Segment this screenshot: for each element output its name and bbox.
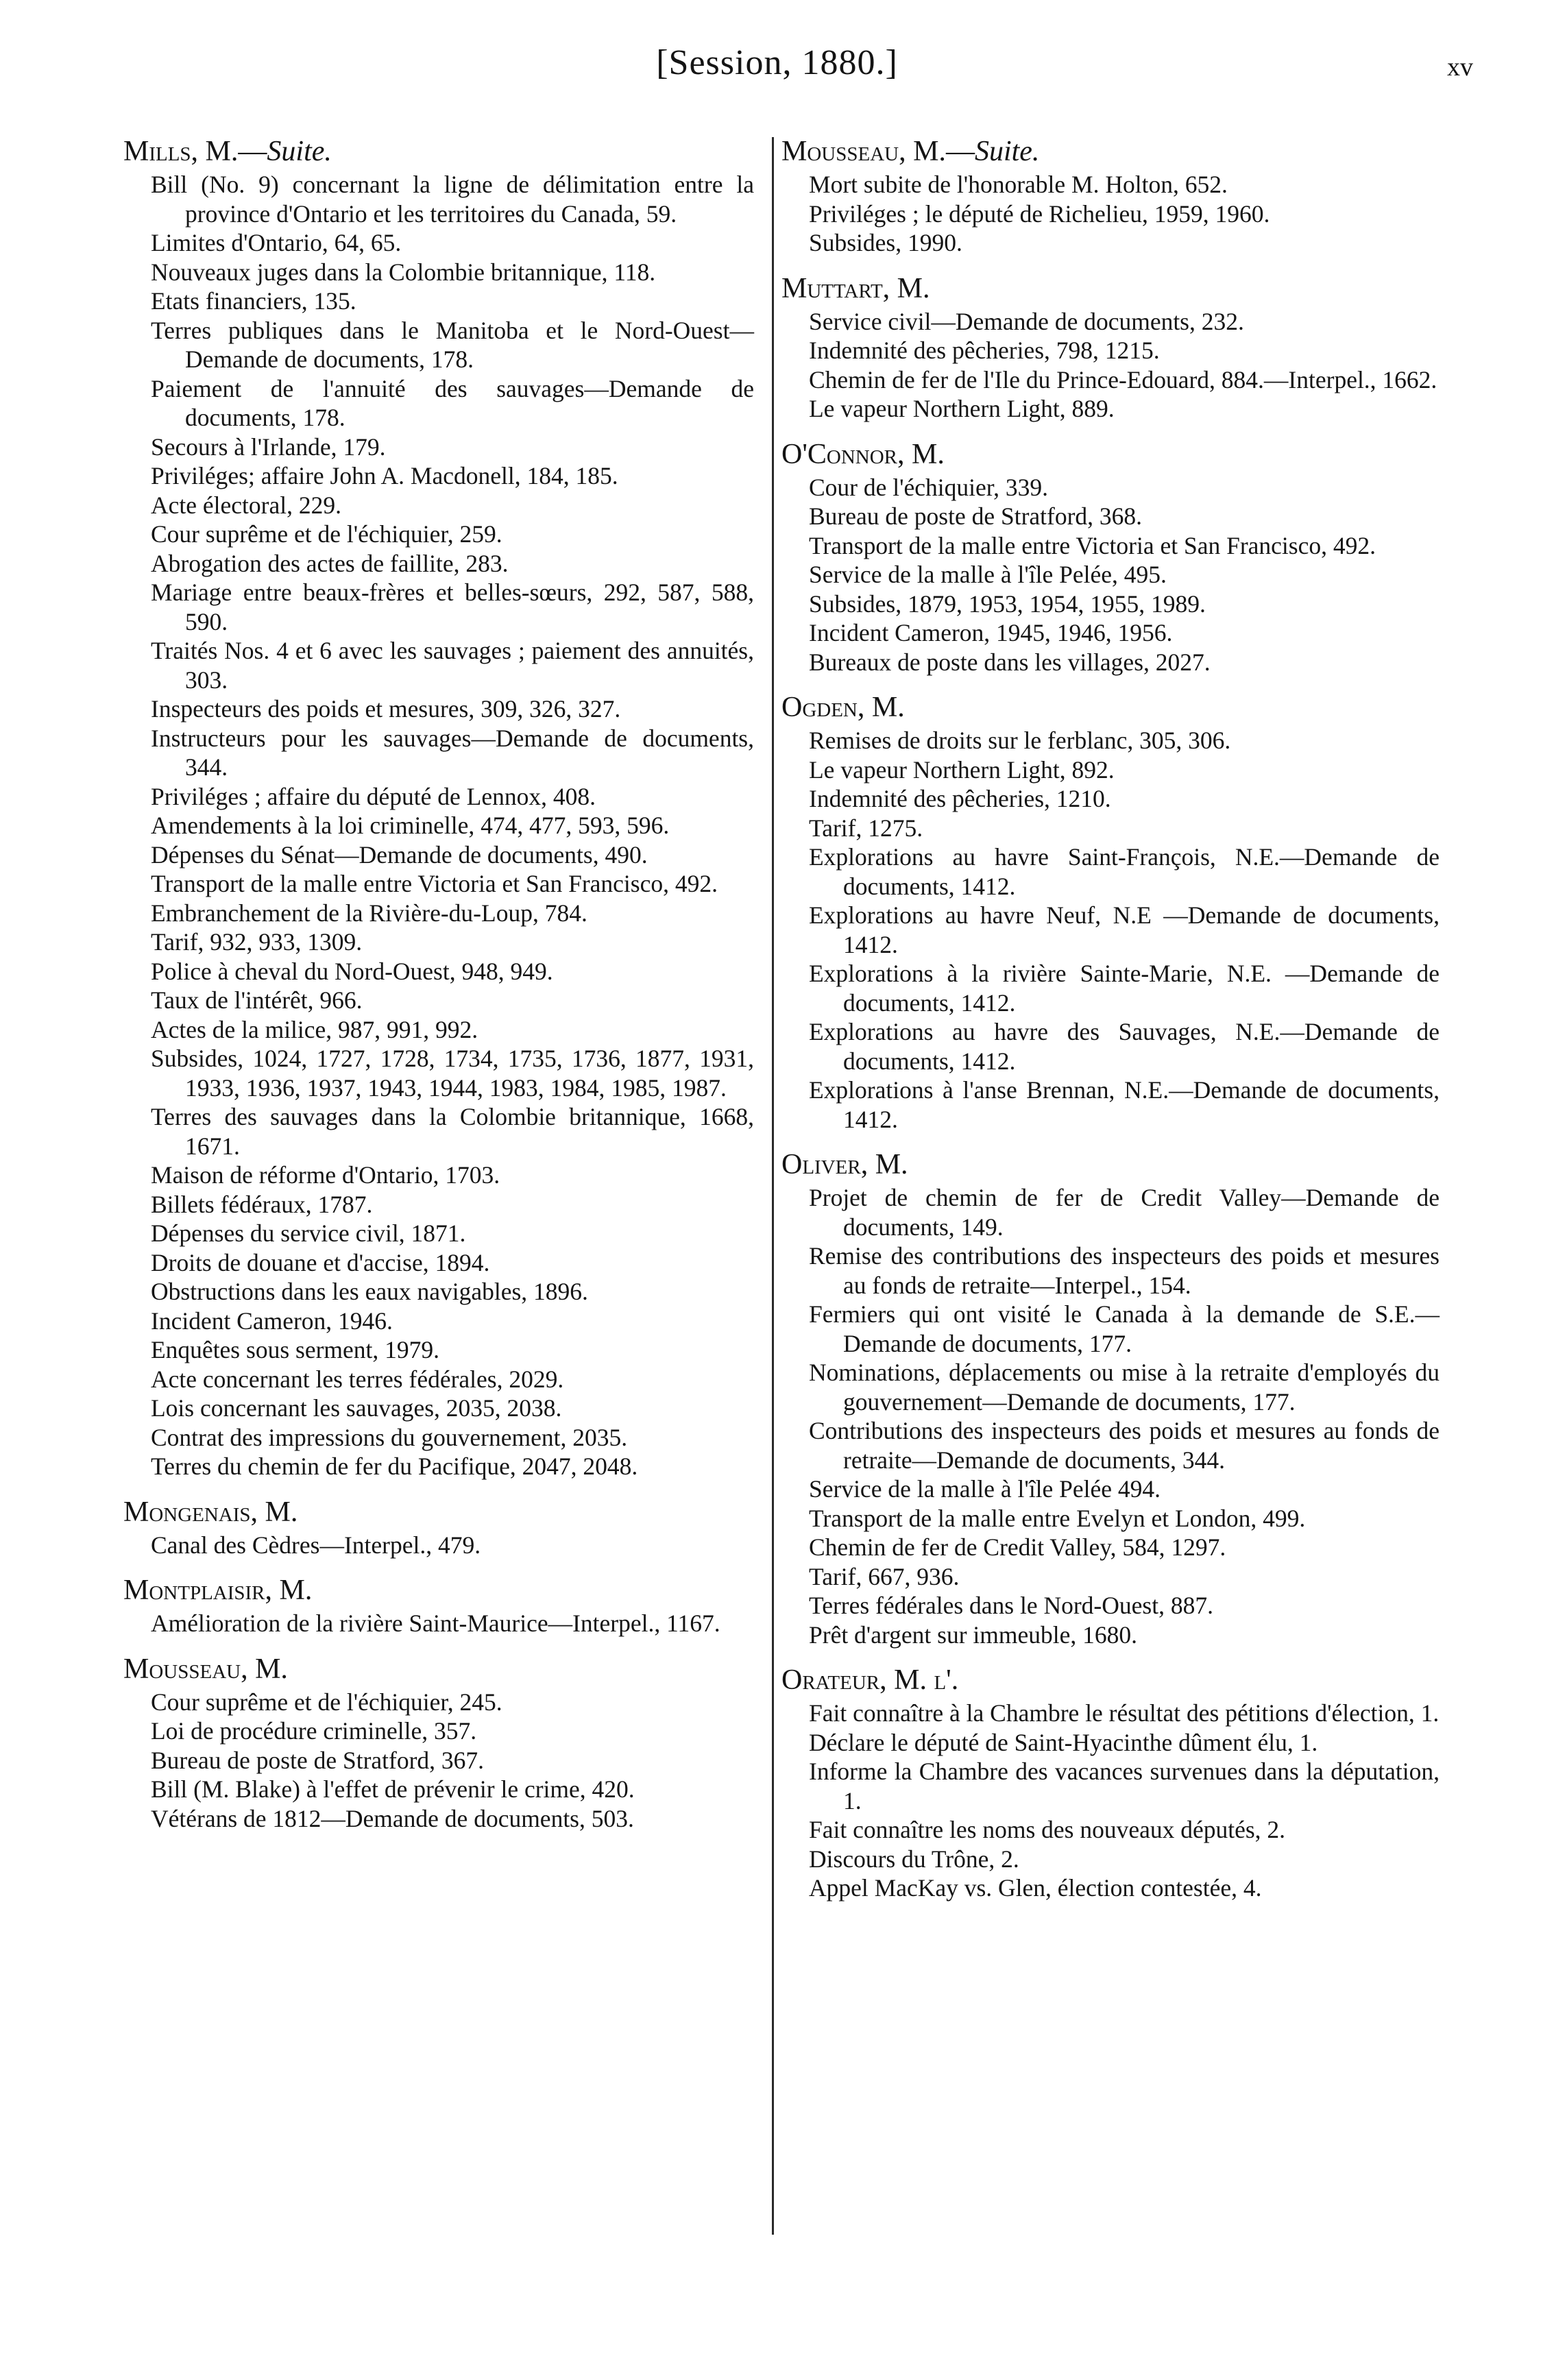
index-entry: Bureau de poste de Stratford, 367. xyxy=(151,1746,485,1774)
index-entry: Terres fédérales dans le Nord-Ouest, 887. xyxy=(809,1592,1213,1619)
index-entry: Fait connaître à la Chambre le résultat des pétitions d'élection, 1. xyxy=(809,1699,1440,1727)
member-name: Muttart, M. xyxy=(781,272,930,304)
index-entry: Limites d'Ontario, 64, 65. xyxy=(151,229,402,256)
index-entry: Terres du chemin de fer du Pacifique, 2047, 2048. xyxy=(151,1453,638,1480)
index-entry: Déclare le député de Saint-Hyacinthe dûment élu, 1. xyxy=(809,1728,1318,1756)
index-section xyxy=(123,1573,754,1638)
index-entry: Explorations à la rivière Sainte-Marie, N.E. —Demande de documents, 1412. xyxy=(809,960,1440,1017)
index-entry: Service de la malle à l'île Pelée 494. xyxy=(809,1475,1161,1503)
member-name: Mongenais, M. xyxy=(123,1496,298,1528)
member-name: Ogden, M. xyxy=(781,692,905,723)
section-heading xyxy=(781,1663,1440,1697)
index-entry: Nouveaux juges dans la Colombie britannique, 118. xyxy=(151,258,656,286)
index-entry: Mort subite de l'honorable M. Holton, 652. xyxy=(809,171,1228,198)
index-entry: Le vapeur Northern Light, 892. xyxy=(809,755,1115,784)
index-entry: Le vapeur Northern Light, 889. xyxy=(809,395,1115,422)
index-section xyxy=(123,134,754,1481)
member-name: Mousseau, M. xyxy=(781,136,946,167)
index-entry: Mariage entre beaux-frères et belles-sœurs, 292, 587, 588, 590. xyxy=(151,579,754,635)
page-number: xv xyxy=(1447,53,1473,82)
index-entry: Bureau de poste de Stratford, 368. xyxy=(809,502,1143,530)
index-entry: Explorations au havre Saint-François, N.E.—Demande de documents, 1412. xyxy=(809,843,1440,900)
index-entry: Tarif, 932, 933, 1309. xyxy=(151,928,363,956)
section-heading xyxy=(123,1573,754,1607)
index-entry: Maison de réforme d'Ontario, 1703. xyxy=(151,1161,500,1189)
index-entry: Explorations à l'anse Brennan, N.E.—Demande de documents, 1412. xyxy=(809,1076,1440,1133)
index-entry: Abrogation des actes de faillite, 283. xyxy=(151,549,509,577)
index-entry: Explorations au havre Neuf, N.E —Demande de documents, 1412. xyxy=(809,901,1440,958)
index-entry: Terres publiques dans le Manitoba et le Nord-Ouest—Demande de documents, 178. xyxy=(151,316,754,373)
index-entry: Taux de l'intérêt, 966. xyxy=(151,986,363,1014)
member-name: O'Connor, M. xyxy=(781,438,945,470)
index-entry: Fait connaître les noms des nouveaux députés, 2. xyxy=(809,1816,1286,1843)
index-entry: Bill (M. Blake) à l'effet de prévenir le crime, 420. xyxy=(151,1775,635,1803)
page-header xyxy=(0,36,1554,97)
member-name: Orateur, M. l'. xyxy=(781,1664,959,1696)
section-heading xyxy=(781,437,1440,472)
index-entry: Droits de douane et d'accise, 1894. xyxy=(151,1248,490,1276)
index-section xyxy=(123,1652,754,1834)
index-entry: Explorations au havre des Sauvages, N.E.—Demande de documents, 1412. xyxy=(809,1018,1440,1075)
member-name: Mousseau, M. xyxy=(123,1653,288,1685)
section-heading: Mills, M.—Suite. xyxy=(123,136,332,167)
column-divider xyxy=(772,137,774,2235)
index-entry: Cour de l'échiquier, 339. xyxy=(809,473,1049,501)
index-entry: Acte électoral, 229. xyxy=(151,491,341,519)
index-entry: Acte concernant les terres fédérales, 2029. xyxy=(151,1365,564,1393)
index-entry: Billets fédéraux, 1787. xyxy=(151,1190,373,1218)
index-entry: Bill (No. 9) concernant la ligne de délimitation entre la province d'Ontario et les territoires du Canada, 59. xyxy=(151,171,754,228)
section-heading: Mousseau, M.—Suite. xyxy=(781,136,1040,167)
index-entry: Secours à l'Irlande, 179. xyxy=(151,433,386,461)
member-name: Oliver, M. xyxy=(781,1149,908,1180)
continued-suffix: Suite. xyxy=(974,136,1040,167)
index-entry: Fermiers qui ont visité le Canada à la demande de S.E.—Demande de documents, 177. xyxy=(809,1300,1440,1357)
index-entry: Tarif, 1275. xyxy=(809,814,923,842)
index-entry: Priviléges ; le député de Richelieu, 1959, 1960. xyxy=(809,199,1270,228)
index-entry: Dépenses du Sénat—Demande de documents, 490. xyxy=(151,840,648,869)
index-entry: Projet de chemin de fer de Credit Valley—Demande de documents, 149. xyxy=(809,1184,1440,1241)
index-entry: Incident Cameron, 1946. xyxy=(151,1307,393,1335)
index-entry: Subsides, 1990. xyxy=(809,229,962,256)
index-entry: Vétérans de 1812—Demande de documents, 503. xyxy=(151,1804,634,1832)
continued-suffix: Suite. xyxy=(267,136,332,167)
index-section xyxy=(781,437,1440,677)
index-entry: Traités Nos. 4 et 6 avec les sauvages ; paiement des annuités, 303. xyxy=(151,637,754,694)
index-entry: Amélioration de la rivière Saint-Maurice—Interpel., 1167. xyxy=(151,1610,720,1637)
index-entry: Police à cheval du Nord-Ouest, 948, 949. xyxy=(151,957,553,985)
index-entry: Subsides, 1024, 1727, 1728, 1734, 1735, 1736, 1877, 1931, 1933, 1936, 1937, 1943, 1944, 1983, 1984, 1985, 1987. xyxy=(151,1045,754,1102)
index-section xyxy=(781,1663,1440,1903)
index-entry: Appel MacKay vs. Glen, élection contestée, 4. xyxy=(809,1874,1262,1902)
index-entry: Indemnité des pêcheries, 798, 1215. xyxy=(809,337,1160,364)
index-entry: Transport de la malle entre Evelyn et London, 499. xyxy=(809,1504,1306,1532)
index-entry: Obstructions dans les eaux navigables, 1896. xyxy=(151,1278,588,1305)
index-entry: Remises de droits sur le ferblanc, 305, 306. xyxy=(809,727,1231,754)
index-section xyxy=(781,271,1440,424)
member-name: Mills, M. xyxy=(123,136,239,167)
index-entry: Subsides, 1879, 1953, 1954, 1955, 1989. xyxy=(809,590,1206,618)
left-column xyxy=(123,130,754,1847)
right-column xyxy=(781,130,1440,1917)
index-entry: Transport de la malle entre Victoria et San Francisco, 492. xyxy=(809,531,1376,559)
index-entry: Prêt d'argent sur immeuble, 1680. xyxy=(809,1620,1137,1649)
index-section xyxy=(781,134,1440,258)
section-heading xyxy=(781,1148,1440,1182)
index-entry: Terres des sauvages dans la Colombie britannique, 1668, 1671. xyxy=(151,1103,754,1160)
index-entry: Indemnité des pêcheries, 1210. xyxy=(809,785,1111,812)
section-heading xyxy=(123,1495,754,1529)
index-entry: Priviléges; affaire John A. Macdonell, 184, 185. xyxy=(151,462,618,489)
index-entry: Remise des contributions des inspecteurs des poids et mesures au fonds de retraite—Interpel., 154. xyxy=(809,1242,1440,1299)
index-entry: Service civil—Demande de documents, 232. xyxy=(809,307,1244,335)
index-entry: Informe la Chambre des vacances survenues dans la députation, 1. xyxy=(809,1758,1440,1814)
index-entry: Contributions des inspecteurs des poids et mesures au fonds de retraite—Demande de documents, 344. xyxy=(809,1417,1440,1474)
index-entry: Bureaux de poste dans les villages, 2027. xyxy=(809,648,1211,676)
index-entry: Priviléges ; affaire du député de Lennox, 408. xyxy=(151,782,596,810)
index-entry: Embranchement de la Rivière-du-Loup, 784. xyxy=(151,899,587,927)
section-heading xyxy=(781,690,1440,725)
index-entry: Enquêtes sous serment, 1979. xyxy=(151,1336,440,1363)
section-heading xyxy=(123,1652,754,1686)
index-entry: Actes de la milice, 987, 991, 992. xyxy=(151,1015,478,1043)
index-section xyxy=(123,1495,754,1560)
index-entry: Canal des Cèdres—Interpel., 479. xyxy=(151,1531,481,1559)
index-entry: Chemin de fer de l'Ile du Prince-Edouard, 884.—Interpel., 1662. xyxy=(809,365,1437,393)
index-entry: Instructeurs pour les sauvages—Demande de documents, 344. xyxy=(151,724,754,781)
index-entry: Amendements à la loi criminelle, 474, 477, 593, 596. xyxy=(151,812,670,839)
section-heading xyxy=(781,271,1440,306)
index-section xyxy=(781,1148,1440,1649)
member-name: Montplaisir, M. xyxy=(123,1575,313,1606)
index-entry: Dépenses du service civil, 1871. xyxy=(151,1219,466,1247)
index-entry: Incident Cameron, 1945, 1946, 1956. xyxy=(809,619,1173,646)
index-entry: Cour suprême et de l'échiquier, 259. xyxy=(151,520,502,548)
index-entry: Discours du Trône, 2. xyxy=(809,1845,1019,1873)
index-entry: Lois concernant les sauvages, 2035, 2038. xyxy=(151,1394,562,1422)
index-entry: Loi de procédure criminelle, 357. xyxy=(151,1717,477,1745)
index-entry: Etats financiers, 135. xyxy=(151,287,356,315)
index-entry: Paiement de l'annuité des sauvages—Demande de documents, 178. xyxy=(151,374,754,431)
running-head: [Session, 1880.] xyxy=(656,43,898,82)
index-entry: Service de la malle à l'île Pelée, 495. xyxy=(809,561,1167,588)
index-entry: Contrat des impressions du gouvernement, 2035. xyxy=(151,1423,628,1451)
index-entry: Transport de la malle entre Victoria et San Francisco, 492. xyxy=(151,870,718,897)
index-section xyxy=(781,690,1440,1134)
index-entry: Inspecteurs des poids et mesures, 309, 326, 327. xyxy=(151,695,621,722)
index-entry: Cour suprême et de l'échiquier, 245. xyxy=(151,1688,502,1716)
index-entry: Nominations, déplacements ou mise à la retraite d'employés du gouvernement—Demande de documents, 177. xyxy=(809,1359,1440,1416)
index-entry: Chemin de fer de Credit Valley, 584, 1297. xyxy=(809,1533,1226,1561)
index-entry: Tarif, 667, 936. xyxy=(809,1562,960,1590)
